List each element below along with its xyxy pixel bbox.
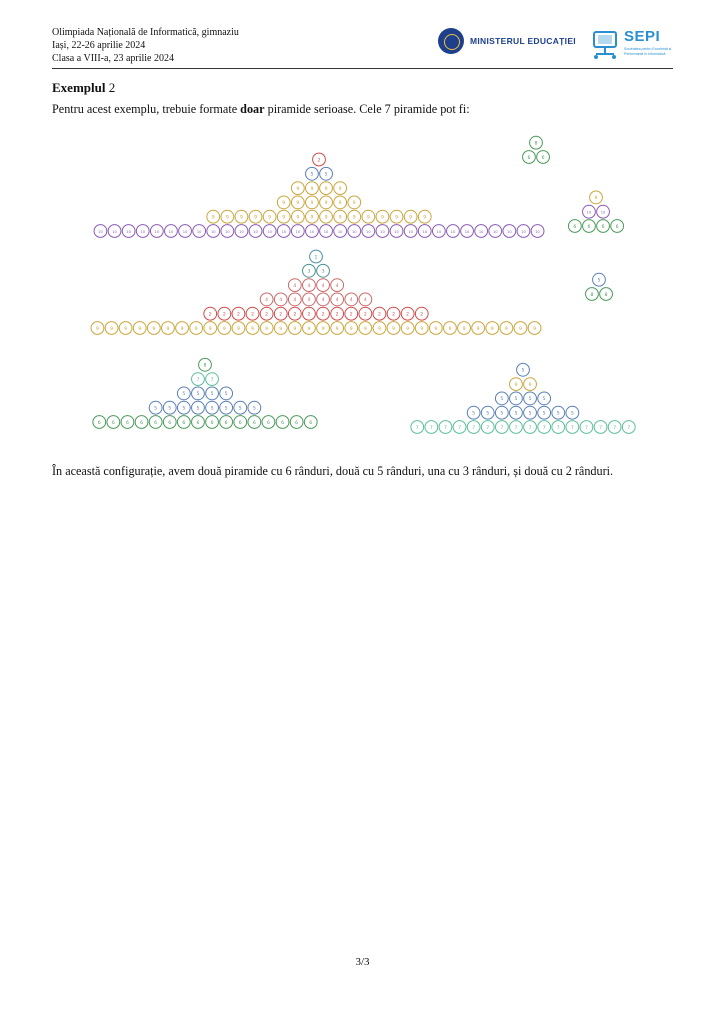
pyramid-ball-value: 7	[210, 377, 214, 383]
pyramid-ball-value: 4	[321, 298, 325, 304]
pyramid-ball-value: 9	[138, 326, 142, 332]
intro-emphasis: doar	[240, 102, 265, 116]
pyramid-ball-value: 10	[422, 229, 428, 234]
pyramid-ball-value: 5	[528, 411, 532, 417]
pyramid-ball-value: 2	[208, 312, 212, 318]
pyramid-ball-value: 3	[321, 269, 325, 275]
pyramid-ball-value: 9	[324, 201, 328, 207]
pyramid-ball-value: 10	[337, 229, 343, 234]
pyramid-ball-value: 10	[507, 229, 512, 234]
pyramid-2	[523, 136, 550, 163]
pyramid-ball-value: 7	[196, 377, 200, 383]
pyramid-ball-value: 10	[182, 229, 188, 234]
ministry-label: MINISTERUL EDUCAȚIEI	[470, 36, 576, 46]
pyramid-ball-value: 4	[363, 298, 367, 304]
pyramid-ball-value: 9	[307, 326, 311, 332]
pyramid-ball-value: 2	[321, 312, 325, 318]
pyramid-ball-value: 4	[307, 283, 311, 289]
pyramid-ball-value: 9	[377, 326, 381, 332]
pyramid-ball-value: 6	[252, 420, 256, 426]
pyramid-ball-value: 10	[600, 210, 606, 215]
pyramid-ball-value: 3	[307, 269, 311, 275]
pyramid-ball-value: 2	[236, 312, 240, 318]
pyramid-ball-value: 9	[208, 326, 212, 332]
pyramid-ball-value: 10	[225, 229, 230, 234]
pyramid-ball-value: 9	[310, 201, 314, 207]
pyramid-ball-value: 9	[251, 326, 255, 332]
pyramid-ball-value: 6	[573, 224, 577, 230]
pyramid-ball-value: 10	[309, 229, 315, 234]
pyramid-ball-value: 2	[349, 312, 353, 318]
pyramid-ball-value: 10	[281, 229, 287, 234]
pyramid-6	[93, 358, 317, 428]
pyramid-ball-value: 5	[196, 406, 200, 412]
pyramid-ball-value: 9	[296, 201, 300, 207]
pyramid-ball-value: 9	[514, 382, 518, 388]
pyramid-ball-value: 5	[514, 411, 518, 417]
pyramid-ball-value: 9	[352, 201, 356, 207]
pyramid-ball-value: 4	[349, 298, 353, 304]
pyramid-ball-value: 9	[434, 326, 438, 332]
pyramid-ball-value: 5	[238, 406, 242, 412]
pyramid-ball-value: 6	[281, 420, 285, 426]
pyramid-ball-value: 5	[182, 406, 186, 412]
pyramid-ball-value: 4	[321, 283, 325, 289]
pyramid-ball-value: 4	[265, 298, 269, 304]
pyramid-ball-value: 9	[282, 215, 286, 221]
pyramid-ball-value: 9	[406, 326, 410, 332]
pyramid-ball-value: 5	[324, 172, 328, 178]
pyramid-ball-value: 9	[504, 326, 508, 332]
pyramid-ball-value: 4	[293, 298, 297, 304]
pyramid-ball-value: 9	[448, 326, 452, 332]
pyramid-ball-value: 9	[349, 326, 353, 332]
pyramid-ball-value: 2	[406, 312, 410, 318]
pyramid-ball-value: 9	[293, 326, 297, 332]
pyramid-ball-value: 1	[314, 255, 318, 261]
pyramid-ball-value: 6	[295, 420, 299, 426]
pyramid-ball-value: 5	[154, 406, 158, 412]
pyramid-ball-value: 6	[182, 420, 186, 426]
pyramid-ball-value: 2	[335, 312, 339, 318]
pyramid-3	[568, 191, 623, 232]
pyramid-ball-value: 5	[521, 368, 525, 374]
pyramid-ball-value: 10	[210, 229, 216, 234]
pyramid-ball-value: 6	[309, 420, 313, 426]
pyramid-ball-value: 10	[586, 210, 592, 215]
pyramid-ball-value: 2	[251, 312, 255, 318]
pyramid-ball-value: 9	[324, 215, 328, 221]
pyramid-4	[91, 250, 541, 334]
pyramid-ball-value: 8	[590, 292, 594, 298]
pyramid-ball-value: 9	[236, 326, 240, 332]
pyramid-ball-value: 9	[282, 201, 286, 207]
pyramid-ball-value: 5	[542, 411, 546, 417]
pyramid-ball-value: 6	[266, 420, 270, 426]
pyramid-ball-value: 9	[279, 326, 283, 332]
pyramid-ball-value: 7	[627, 425, 631, 431]
pyramid-ball-value: 5	[196, 392, 200, 398]
pyramid-ball-value: 7	[556, 425, 560, 431]
pyramid-ball-value: 6	[527, 155, 531, 161]
pyramid-ball-value: 10	[408, 229, 413, 234]
pyramid-ball-value: 10	[126, 229, 131, 234]
pyramid-ball-value: 7	[599, 425, 603, 431]
pyramid-ball-value: 7	[570, 425, 574, 431]
pyramid-ball-value: 9	[265, 326, 269, 332]
pyramid-ball-value: 5	[252, 406, 256, 412]
pyramid-ball-value: 10	[168, 229, 174, 234]
pyramid-ball-value: 5	[597, 278, 601, 284]
pyramid-ball-value: 9	[222, 326, 226, 332]
pyramid-ball-value: 2	[222, 312, 226, 318]
pyramid-ball-value: 10	[464, 229, 470, 234]
pyramid-ball-value: 9	[363, 326, 367, 332]
pyramid-ball-value: 9	[335, 326, 339, 332]
pyramid-ball-value: 9	[338, 215, 342, 221]
pyramid-ball-value: 7	[542, 425, 546, 431]
pyramid-ball-value: 9	[528, 382, 532, 388]
pyramid-ball-value: 9	[409, 215, 413, 221]
pyramid-ball-value: 10	[380, 229, 385, 234]
pyramid-ball-value: 2	[377, 312, 381, 318]
pyramid-ball-value: 9	[395, 215, 399, 221]
pyramid-ball-value: 9	[423, 215, 427, 221]
pyramid-ball-value: 10	[351, 229, 357, 234]
pyramid-ball-value: 7	[528, 425, 532, 431]
pyramid-ball-value: 4	[335, 298, 339, 304]
section-heading-word: Exemplul	[52, 80, 106, 95]
pyramid-ball-value: 9	[310, 215, 314, 221]
pyramid-ball-value: 7	[458, 425, 462, 431]
pyramid-ball-value: 4	[279, 298, 283, 304]
pyramid-ball-value: 10	[492, 229, 498, 234]
pyramid-ball-value: 10	[253, 229, 258, 234]
conclusion-paragraph: În această configurație, avem două piramide cu 6 rânduri, două cu 5 rânduri, una cu 3 rânduri, și două cu 2 rânduri.	[52, 464, 614, 478]
pyramid-ball-value: 6	[125, 420, 129, 426]
pyramid-ball-value: 9	[225, 215, 229, 221]
pyramid-ball-value: 9	[110, 326, 114, 332]
pyramid-ball-value: 5	[168, 406, 172, 412]
pyramid-ball-value: 10	[323, 229, 329, 234]
pyramid-ball-value: 2	[265, 312, 269, 318]
pyramid-ball-value: 5	[570, 411, 574, 417]
pyramid-ball-value: 5	[500, 411, 504, 417]
pyramid-ball-value: 6	[154, 420, 158, 426]
section-heading-number: 2	[108, 80, 116, 95]
pyramid-ball-value: 4	[293, 283, 297, 289]
pyramid-ball-value: 2	[392, 312, 396, 318]
pyramid-ball-value: 6	[210, 420, 214, 426]
pyramid-ball-value: 8	[203, 363, 207, 369]
pyramid-ball-value: 6	[140, 420, 144, 426]
pyramid-ball-value: 10	[436, 229, 442, 234]
pyramid-ball-value: 2	[420, 312, 424, 318]
pyramid-ball-value: 7	[486, 425, 490, 431]
pyramid-ball-value: 10	[394, 229, 399, 234]
header-olympiad: Olimpiada Națională de Informatică, gimnaziu	[52, 27, 239, 38]
pyramid-ball-value: 10	[267, 229, 272, 234]
pyramid-ball-value: 6	[615, 224, 619, 230]
pyramid-ball-value: 5	[182, 392, 186, 398]
pyramid-ball-value: 9	[352, 215, 356, 221]
pyramid-ball-value: 7	[443, 425, 447, 431]
pyramid-ball-value: 2	[279, 312, 283, 318]
pyramid-ball-value: 10	[535, 229, 540, 234]
pyramid-ball-value: 2	[363, 312, 367, 318]
pyramid-ball-value: 9	[518, 326, 522, 332]
header-location-date: Iași, 22-26 aprilie 2024	[52, 40, 146, 51]
pyramid-ball-value: 10	[521, 229, 526, 234]
pyramid-ball-value: 9	[95, 326, 99, 332]
intro-text-before: Pentru acest exemplu, trebuie formate	[52, 102, 241, 116]
pyramid-ball-value: 9	[490, 326, 494, 332]
pyramid-ball-value: 4	[307, 298, 311, 304]
pyramid-ball-value: 6	[587, 224, 591, 230]
pyramid-7	[411, 363, 635, 433]
pyramid-ball-value: 9	[366, 215, 370, 221]
pyramid-ball-value: 5	[310, 172, 314, 178]
pyramid-ball-value: 9	[124, 326, 128, 332]
pyramid-ball-value: 10	[98, 229, 103, 234]
pyramid-ball-value: 5	[210, 392, 214, 398]
pyramid-ball-value: 5	[224, 406, 228, 412]
pyramid-ball-value: 9	[462, 326, 466, 332]
pyramid-ball-value: 10	[295, 229, 301, 234]
sepi-subtitle: Societatea pentru Excelență și Performanță în Informatică	[624, 47, 672, 56]
pyramid-ball-value: 2	[307, 312, 311, 318]
pyramid-ball-value: 2	[293, 312, 297, 318]
pyramid-ball-value: 9	[268, 215, 272, 221]
header-class-date: Clasa a VIII-a, 23 aprilie 2024	[52, 53, 174, 64]
pyramid-ball-value: 5	[514, 397, 518, 403]
pyramid-ball-value: 5	[528, 397, 532, 403]
pyramid-ball-value: 10	[140, 229, 146, 234]
pyramid-ball-value: 6	[238, 420, 242, 426]
pyramid-ball-value: 9	[420, 326, 424, 332]
pyramid-ball-value: 9	[392, 326, 396, 332]
pyramid-ball-value: 10	[196, 229, 202, 234]
pyramid-ball-value: 6	[541, 155, 545, 161]
pyramid-ball-value: 9	[296, 186, 300, 192]
pyramid-5	[586, 273, 613, 300]
pyramid-ball-value: 6	[97, 420, 101, 426]
pyramid-ball-value: 9	[324, 186, 328, 192]
pyramid-ball-value: 9	[310, 186, 314, 192]
pyramid-ball-value: 7	[429, 425, 433, 431]
pyramid-ball-value: 5	[542, 397, 546, 403]
page-number: 3/3	[355, 956, 370, 968]
pyramid-ball-value: 9	[194, 326, 198, 332]
pyramid-ball-value: 9	[296, 215, 300, 221]
pyramid-ball-value: 5	[486, 411, 490, 417]
pyramid-ball-value: 10	[112, 229, 117, 234]
pyramid-ball-value: 9	[180, 326, 184, 332]
pyramid-ball-value: 9	[476, 326, 480, 332]
pyramid-ball-value: 7	[613, 425, 617, 431]
pyramid-ball-value: 9	[152, 326, 156, 332]
pyramid-ball-value: 5	[472, 411, 476, 417]
intro-text-after: piramide serioase. Cele 7 piramide pot fi:	[264, 102, 470, 116]
pyramid-ball-value: 9	[594, 196, 598, 202]
pyramid-ball-value: 9	[533, 326, 537, 332]
pyramid-ball-value: 9	[338, 186, 342, 192]
pyramid-ball-value: 9	[239, 215, 243, 221]
pyramid-ball-value: 8	[534, 141, 538, 147]
pyramid-ball-value: 9	[321, 326, 325, 332]
pyramid-ball-value: 9	[338, 201, 342, 207]
pyramid-ball-value: 6	[601, 224, 605, 230]
pyramid-ball-value: 7	[415, 425, 419, 431]
sepi-label: SEPI	[624, 28, 661, 45]
pyramid-ball-value: 7	[472, 425, 476, 431]
pyramid-ball-value: 4	[335, 283, 339, 289]
pyramid-ball-value: 6	[224, 420, 228, 426]
pyramid-ball-value: 9	[254, 215, 258, 221]
pyramid-ball-value: 6	[196, 420, 200, 426]
pyramid-ball-value: 8	[604, 292, 608, 298]
pyramid-ball-value: 5	[210, 406, 214, 412]
pyramid-ball-value: 6	[168, 420, 172, 426]
pyramid-ball-value: 10	[239, 229, 244, 234]
pyramid-ball-value: 10	[154, 229, 160, 234]
pyramid-ball-value: 6	[111, 420, 115, 426]
pyramid-ball-value: 5	[500, 397, 504, 403]
pyramid-ball-value: 10	[366, 229, 371, 234]
pyramid-ball-value: 7	[500, 425, 504, 431]
pyramid-ball-value: 5	[556, 411, 560, 417]
pyramid-ball-value: 5	[224, 392, 228, 398]
pyramid-ball-value: 10	[450, 229, 456, 234]
pyramid-1	[94, 153, 544, 237]
pyramid-ball-value: 10	[478, 229, 484, 234]
pyramid-ball-value: 9	[166, 326, 170, 332]
pyramid-ball-value: 2	[317, 158, 321, 164]
pyramid-ball-value: 9	[380, 215, 384, 221]
pyramid-ball-value: 7	[514, 425, 518, 431]
pyramid-ball-value: 7	[584, 425, 588, 431]
pyramid-ball-value: 9	[211, 215, 215, 221]
